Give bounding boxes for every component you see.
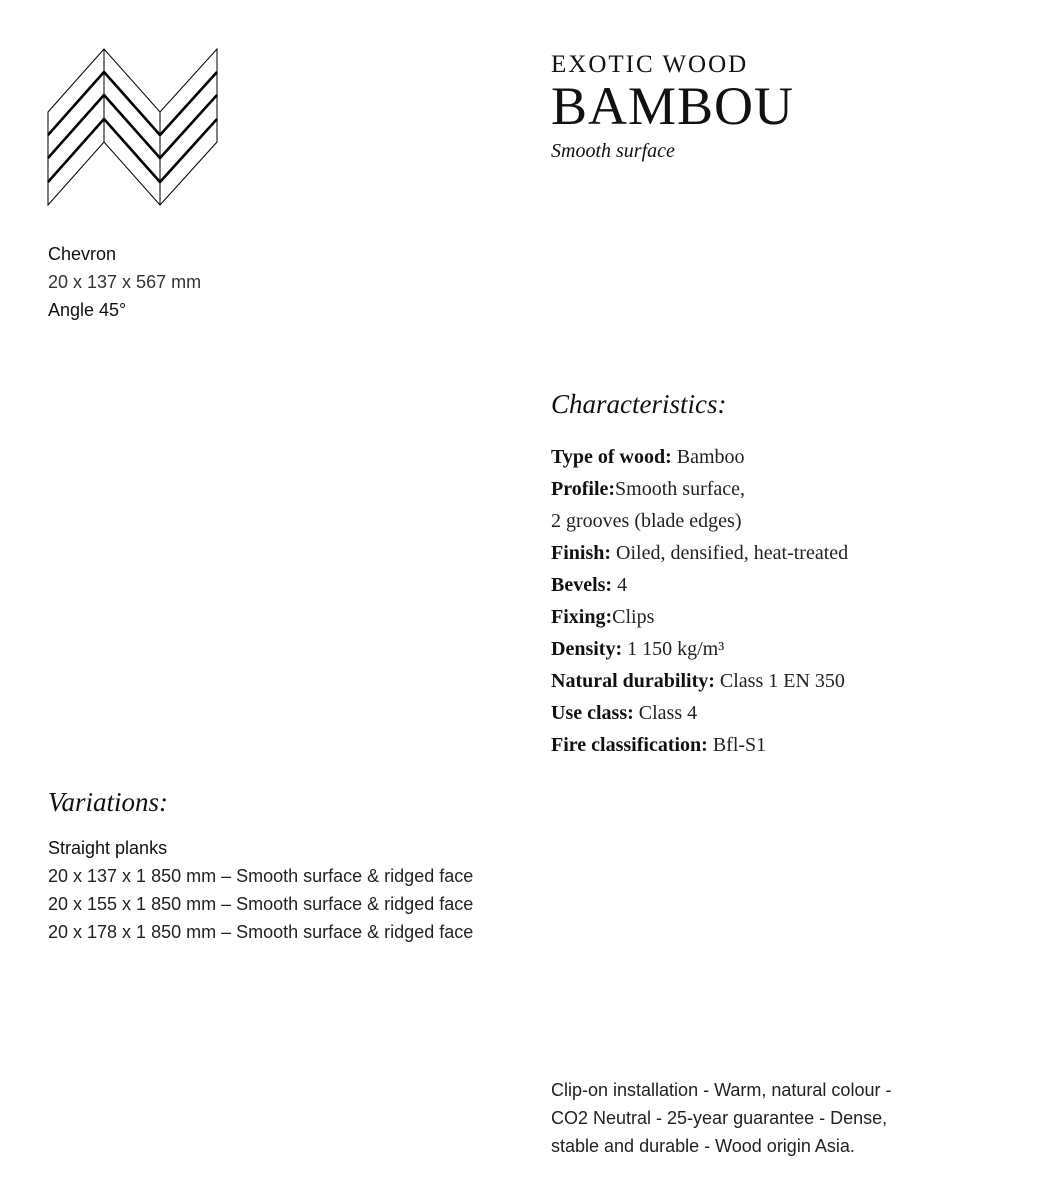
characteristic-value: Smooth surface,	[615, 478, 746, 500]
characteristic-label: Type of wood:	[551, 446, 672, 468]
characteristic-value: 2 grooves (blade edges)	[551, 510, 742, 532]
chevron-pattern-icon	[47, 48, 219, 206]
characteristic-row	[551, 633, 848, 665]
characteristic-row	[551, 505, 848, 537]
characteristic-row	[551, 473, 848, 505]
characteristic-label: Density:	[551, 638, 623, 660]
variation-item: 20 x 137 x 1 850 mm – Smooth surface & ridged face	[48, 866, 474, 886]
characteristic-value: Clips	[612, 606, 655, 628]
characteristic-row	[551, 601, 848, 633]
characteristic-value: Class 4	[633, 702, 698, 724]
characteristic-label: Fire classification:	[551, 734, 708, 756]
characteristic-row	[551, 569, 848, 601]
characteristics-heading: Characteristics:	[551, 389, 727, 419]
characteristic-value: Class 1 EN 350	[714, 670, 845, 692]
characteristics-list	[551, 441, 848, 761]
characteristic-row	[551, 697, 848, 729]
characteristic-value: Bfl-S1	[707, 734, 767, 756]
characteristic-value: 4	[612, 574, 628, 596]
pattern-info	[48, 240, 201, 324]
product-header	[551, 50, 794, 166]
pattern-angle: Angle 45°	[48, 300, 127, 320]
pattern-name: Chevron	[48, 244, 117, 264]
characteristic-label: Natural durability:	[551, 670, 715, 692]
characteristic-value: 1 150 kg/m³	[622, 638, 725, 660]
product-category: EXOTIC WOOD	[551, 51, 749, 78]
variations-group-title: Straight planks	[48, 838, 168, 858]
variation-item: 20 x 155 x 1 850 mm – Smooth surface & ridged face	[48, 894, 474, 914]
characteristic-label: Fixing:	[551, 606, 613, 628]
characteristic-label: Finish:	[551, 542, 612, 564]
characteristic-label: Bevels:	[551, 574, 613, 596]
characteristic-value: Oiled, densified, heat-treated	[611, 542, 849, 564]
characteristic-row	[551, 729, 848, 761]
variations-list	[48, 834, 473, 946]
characteristic-label: Use class:	[551, 702, 634, 724]
characteristic-row	[551, 441, 848, 473]
product-blurb: Clip-on installation - Warm, natural colour - CO2 Neutral - 25-year guarantee - Dense, stable and durable - Wood origin Asia.	[551, 1080, 892, 1156]
variations-heading: Variations:	[48, 787, 169, 817]
pattern-dimensions: 20 x 137 x 567 mm	[48, 272, 202, 292]
characteristic-row	[551, 665, 848, 697]
characteristic-label: Profile:	[551, 478, 616, 500]
characteristic-value: Bamboo	[671, 446, 745, 468]
product-title: BAMBOU	[551, 76, 795, 136]
product-surface: Smooth surface	[551, 140, 675, 162]
variation-item: 20 x 178 x 1 850 mm – Smooth surface & ridged face	[48, 922, 474, 942]
characteristic-row	[551, 537, 848, 569]
